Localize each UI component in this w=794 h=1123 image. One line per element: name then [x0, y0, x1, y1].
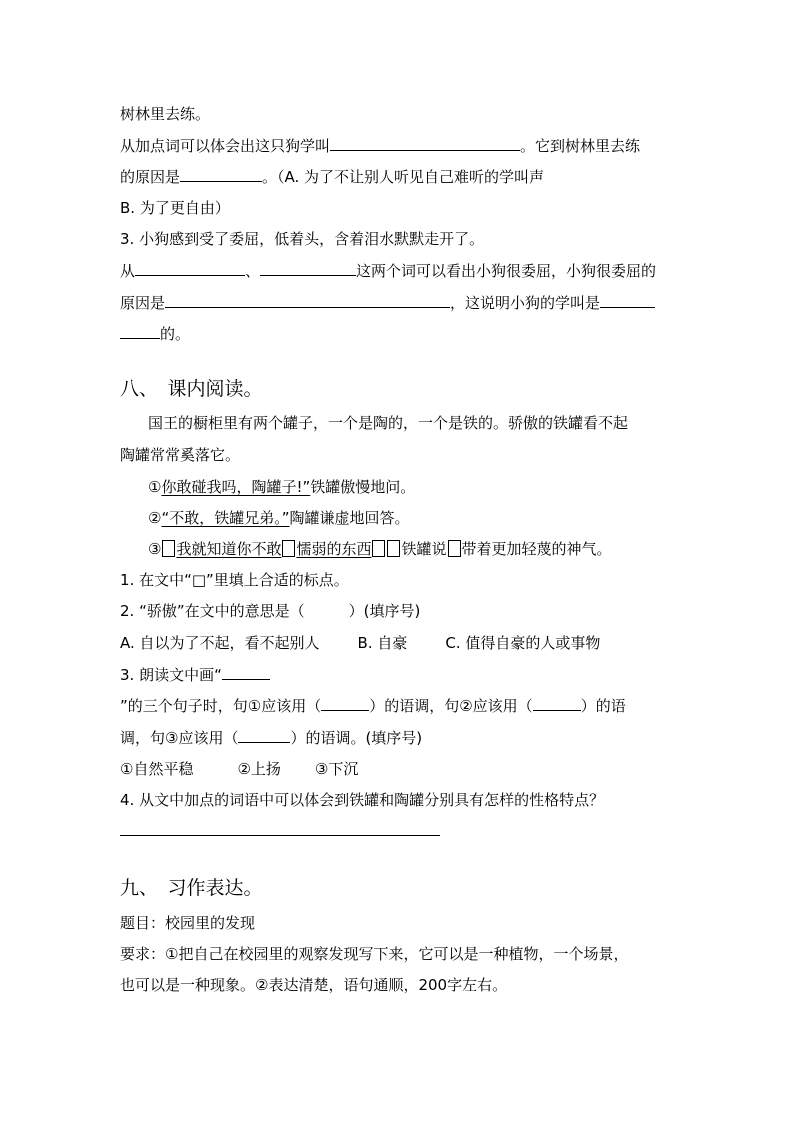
sec7-line6 [120, 260, 656, 281]
text: 2. “骄傲”在文中的意思是（ [120, 602, 305, 620]
text: 陶罐常常奚落它。 [120, 446, 241, 464]
answer-blank[interactable] [135, 260, 245, 276]
sec7-line3 [120, 166, 544, 187]
passage-line1 [148, 413, 628, 433]
option-c: C. 值得自豪的人或事物 [445, 634, 601, 652]
sec7-line4 [120, 198, 230, 218]
essay-title [120, 913, 255, 933]
punctuation-box[interactable] [448, 540, 461, 557]
text: 的。 [160, 325, 191, 343]
underlined-sentence: 你敢碰我吗，陶罐子!” [161, 478, 311, 496]
text: 3. 朗读文中画“ [120, 666, 222, 684]
question-1 [120, 570, 349, 590]
text: 从加点词可以体会出这只狗学叫 [120, 137, 331, 155]
text: 从 [120, 262, 136, 280]
punctuation-box[interactable] [162, 540, 175, 557]
answer-blank[interactable] [533, 695, 581, 711]
text: 陶罐谦虚地回答。 [289, 509, 410, 527]
question-3-line2 [120, 695, 626, 716]
option-3: ③下沉 [314, 760, 359, 778]
text: 带着更加轻蔑的神气。 [461, 540, 612, 558]
answer-blank[interactable] [180, 166, 262, 182]
answer-blank[interactable] [238, 727, 290, 743]
question-3-options [120, 759, 358, 779]
answer-blank[interactable] [260, 260, 356, 276]
answer-blank[interactable] [165, 292, 450, 308]
sentence-1 [148, 477, 415, 497]
text: 1. 在文中“□”里填上合适的标点。 [120, 571, 349, 589]
section-9-heading: 九、 习作表达。 [120, 877, 263, 899]
section-8-heading: 八、 课内阅读。 [120, 378, 263, 400]
sentence-3 [148, 539, 612, 559]
answer-blank[interactable] [600, 292, 655, 308]
text: 。（A. 为了不让别人听见自己难听的学叫声 [262, 168, 545, 186]
text: 的原因是 [120, 168, 181, 186]
sec7-line1 [120, 104, 210, 124]
text: 。它到树林里去练 [520, 137, 641, 155]
text: 3. 小狗感到受了委屈，低着头，含着泪水默默走开了。 [120, 230, 485, 248]
text: 题目：校园里的发现 [120, 914, 256, 932]
passage-line2 [120, 445, 240, 465]
answer-line[interactable] [120, 835, 440, 836]
question-2-options [120, 633, 600, 653]
option-2: ②上扬 [237, 760, 281, 778]
sec7-question3 [120, 229, 484, 249]
underlined-sentence: “不敢，铁罐兄弟。” [161, 509, 290, 527]
text: ”的三个句子时，句①应该用（ [120, 697, 322, 715]
question-3-line3 [120, 727, 422, 748]
text: 原因是 [120, 294, 166, 312]
essay-requirements-line1 [120, 944, 628, 964]
option-a: A. 自以为了不起，看不起别人 [120, 634, 320, 652]
text: 国王的橱柜里有两个罐子，一个是陶的，一个是铁的。骄傲的铁罐看不起 [148, 414, 629, 432]
text: 4. 从文中加点的词语中可以体会到铁罐和陶罐分别具有怎样的性格特点？ [120, 791, 605, 809]
underlined-sentence: 我就知道你不敢 [176, 540, 282, 558]
text: 树林里去练。 [120, 105, 211, 123]
essay-requirements-line2 [120, 975, 507, 995]
question-4 [120, 790, 604, 810]
text: 调，句③应该用（ [120, 729, 239, 747]
answer-blank[interactable] [120, 323, 160, 339]
text: ① [148, 478, 162, 496]
text: 也可以是一种现象。②表达清楚，语句通顺，200字左右。 [120, 976, 508, 994]
question-3 [120, 664, 270, 685]
punctuation-box[interactable] [372, 540, 385, 557]
text: 要求：①把自己在校园里的观察发现写下来，它可以是一种植物，一个场景， [120, 945, 629, 963]
answer-blank[interactable] [330, 135, 520, 151]
sec7-line2 [120, 135, 640, 156]
answer-blank[interactable] [321, 695, 369, 711]
text: ③ [148, 540, 162, 558]
text: ）的语调。(填序号) [290, 729, 423, 747]
text: 铁罐傲慢地问。 [310, 478, 416, 496]
sentence-2 [148, 508, 410, 528]
text: ，这说明小狗的学叫是 [450, 294, 601, 312]
text: B. 为了更自由） [120, 199, 230, 217]
question-2 [120, 601, 420, 621]
sec7-line7 [120, 292, 655, 313]
text: ② [148, 509, 162, 527]
answer-blank[interactable] [222, 664, 270, 680]
text: 、 [245, 262, 261, 280]
text: 这两个词可以看出小狗很委屈，小狗很委屈的 [356, 262, 657, 280]
option-b: B. 自豪 [357, 634, 408, 652]
punctuation-box[interactable] [387, 540, 400, 557]
text: ）的语调，句②应该用（ [369, 697, 533, 715]
punctuation-box[interactable] [282, 540, 295, 557]
text: 铁罐说 [401, 540, 447, 558]
underlined-sentence: 懦弱的东西 [296, 540, 372, 558]
text: ）的语 [580, 697, 626, 715]
text: ）(填序号) [348, 602, 421, 620]
sec7-line8 [120, 323, 190, 344]
option-1: ①自然平稳 [120, 760, 194, 778]
